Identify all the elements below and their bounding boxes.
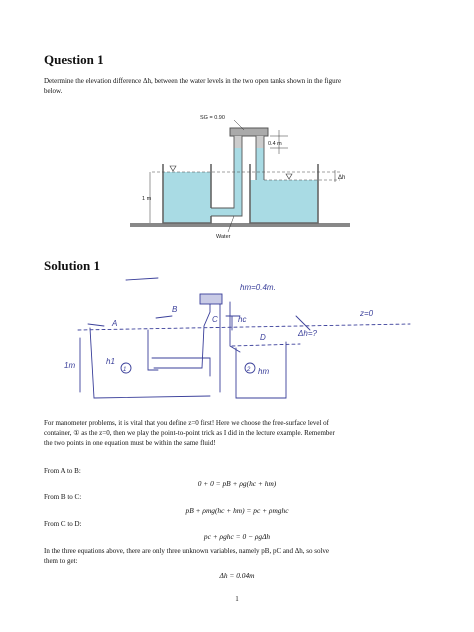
right-surface-marker [286,174,292,179]
equation-result: Δh = 0.04m [219,571,255,580]
sketch-label-n2: 2 [247,367,251,373]
sketch-level-line [78,324,410,330]
sketch-label-z0: z=0 [360,309,374,318]
right-tube-water [256,148,264,180]
bottom-pipe-water [211,208,236,216]
sketch-label-B: B [172,305,178,314]
left-tank-water [163,172,211,223]
tank-manometer-figure [130,108,350,244]
solution-paragraph-line-2: container, ① as the z=0, then we play the point-to-point trick as I did in the lecture example. Remember [44,429,335,437]
sketch-label-hc: hc [238,315,247,324]
solution-paragraph-2-line-1: In the three equations above, there are only three unknown variables, namely pB, pC and Δh, so solve [44,547,330,555]
sg-label: SG = 0.90 [200,115,225,121]
hand-sketch [60,272,420,404]
from-c-to-d: From C to D: [44,520,82,528]
solution-heading: Solution 1 [44,258,100,273]
dh-label: Δh [338,175,346,181]
solution-paragraph-2-line-2: them to get: [44,557,78,565]
from-a-to-b: From A to B: [44,467,81,475]
dim-04-label: 0.4 m [268,141,282,147]
sketch-label-C: C [212,315,218,324]
equation-3: pc + ρghc = 0 − ρgΔh [203,532,271,541]
right-tube-oil [256,136,264,148]
solution-paragraph-line-3: the two points in one equation must be within the same fluid! [44,439,216,447]
from-b-to-c: From B to C: [44,493,82,501]
solution-paragraph-line-1: For manometer problems, it is vital that you define z=0 first! Here we choose the free-surface level of [44,419,330,427]
right-tank-water [250,180,318,223]
question-text-line-2: below. [44,87,63,95]
manometer-top-gray [230,128,268,136]
sketch-label-dh: Δh=? [298,329,317,338]
sketch-stroke [126,278,158,280]
water-label: Water [216,234,231,240]
equation-2: pB + ρmg(hc + hm) = pc + ρmghc [185,506,289,515]
sketch-left-wall [148,330,158,370]
riser-water [234,163,242,216]
sketch-label-D: D [260,333,266,342]
page-number: 1 [235,595,239,603]
sketch-level-line-2 [232,344,300,346]
sketch-hm-label: hm=0.4m. [240,283,276,292]
sketch-stroke [88,316,172,326]
sketch-pipe [152,296,218,376]
sketch-label-1m: 1m [64,361,76,370]
question-heading: Question 1 [44,52,104,67]
sketch-manometer-top [200,294,222,304]
sketch-z0-arrow [296,316,310,330]
sketch-label-n1: 1 [123,367,127,373]
solution-paragraph [44,418,444,448]
solution-paragraph-2 [44,546,444,566]
dim-1m-label: 1 m [142,196,152,202]
left-surface-marker [170,166,176,171]
sketch-label-h1: h1 [106,357,115,366]
question-text-line-1: Determine the elevation difference Δh, between the water levels in the two open tanks shown in the figure [44,77,342,85]
sketch-label-A: A [112,319,118,328]
left-tube-oil [234,136,242,148]
equation-1: 0 + 0 = pB + ρg(hc + hm) [197,479,277,488]
sketch-manometer-tubes [220,302,240,392]
sketch-label-hm2: hm [258,367,270,376]
question-text [44,76,444,96]
